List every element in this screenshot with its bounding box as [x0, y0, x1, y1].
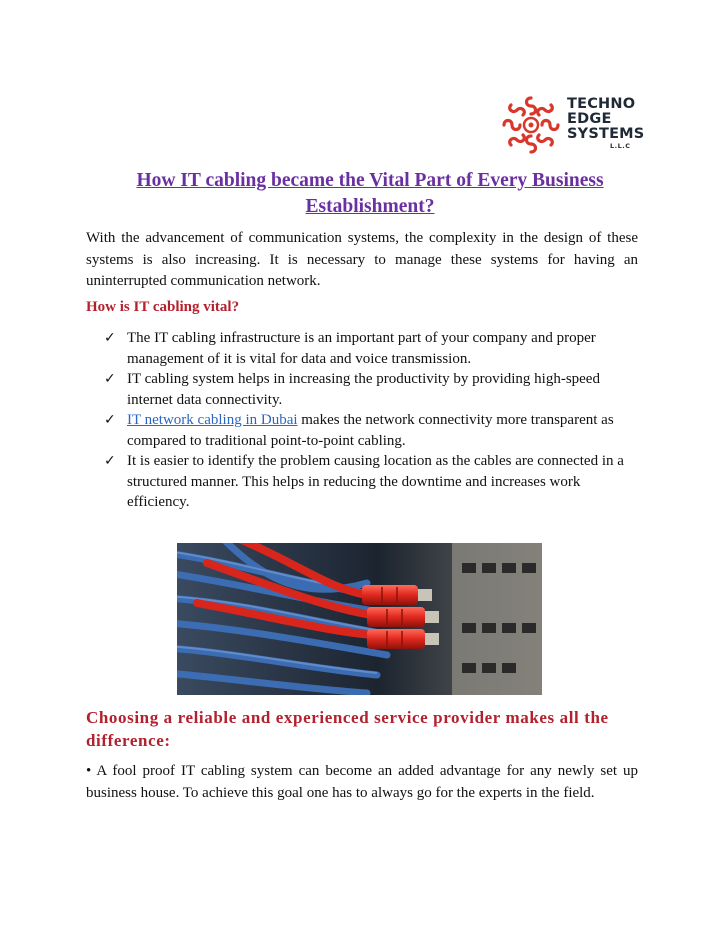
- intro-paragraph: With the advancement of communication systems, the complexity in the design of these systems is also increasing. It is necessary to manage these systems for having an uninterrupted communication network.: [86, 230, 638, 289]
- checkmark-icon: ✓: [104, 371, 116, 387]
- dubai-cabling-link[interactable]: IT network cabling in Dubai: [127, 412, 298, 428]
- logo-line-1: TECHNO: [567, 96, 636, 112]
- list-item-text: makes the network connectivity more transparent as compared to traditional point-to-point cabling.: [127, 412, 614, 449]
- list-item-text: It is easier to identify the problem causing location as the cables are connected in a structured manner. This helps in reducing the downtime and increases work efficiency.: [127, 453, 624, 510]
- list-item: [104, 410, 644, 451]
- section-heading-provider: Choosing a reliable and experienced service provider makes all the difference:: [86, 708, 609, 750]
- section-heading-vital: How is IT cabling vital?: [86, 299, 240, 315]
- list-item-text: IT cabling system helps in increasing the productivity by providing high-speed internet data connectivity.: [127, 371, 600, 408]
- checkmark-icon: ✓: [104, 453, 116, 469]
- page-title: How IT cabling became the Vital Part of Every Business Establishment?: [136, 170, 604, 217]
- list-item: [104, 369, 644, 410]
- checkmark-icon: ✓: [104, 330, 116, 346]
- logo-line-3: SYSTEMS: [567, 126, 645, 142]
- logo-line-2: EDGE: [567, 111, 612, 127]
- list-item-text: The IT cabling infrastructure is an important part of your company and proper management of it is vital for data and voice transmission.: [127, 330, 596, 367]
- provider-paragraph: • A fool proof IT cabling system can become an added advantage for any newly set up business house. To achieve this goal one has to always go for the experts in the field.: [86, 763, 638, 801]
- list-item: [104, 451, 644, 513]
- logo-suffix: L.L.C: [610, 142, 631, 150]
- company-logo: [498, 92, 648, 158]
- ornamental-emblem-icon: [498, 92, 564, 158]
- benefits-checklist: [104, 328, 644, 513]
- checkmark-icon: ✓: [104, 412, 116, 428]
- network-cables-photo: [177, 543, 542, 695]
- list-item: [104, 328, 644, 369]
